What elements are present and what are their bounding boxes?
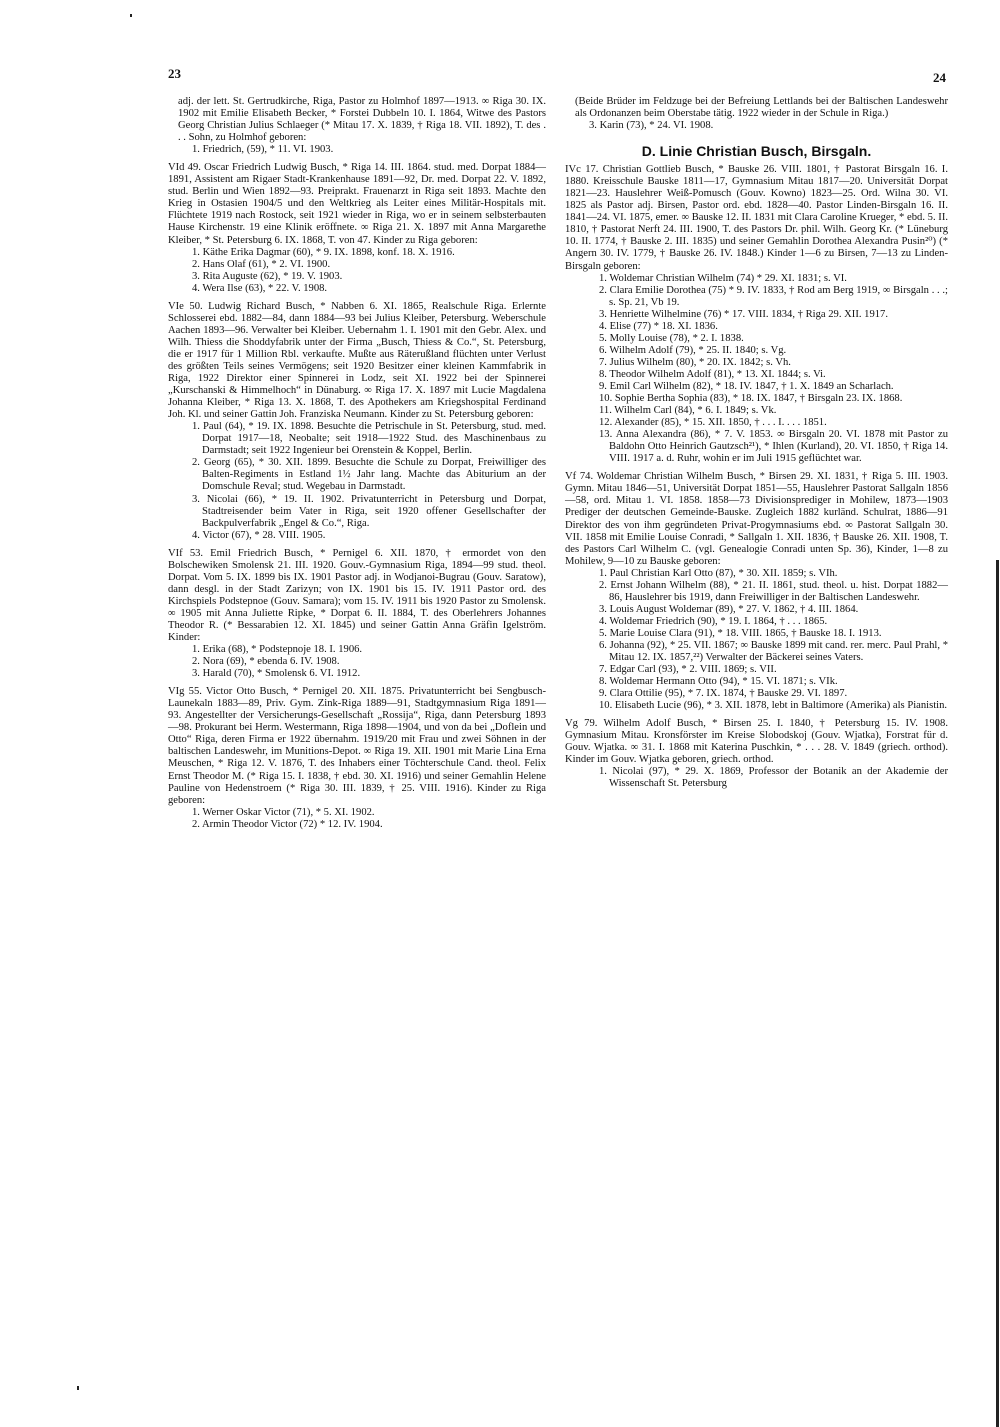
child-entry: 10. Sophie Bertha Sophia (83), * 18. IX. 1847, † Birsgaln 23. IX. 1868.: [599, 393, 903, 405]
child-entry: 3. Harald (70), * Smolensk 6. VI. 1912.: [192, 668, 361, 680]
child-entry: 1. Werner Oskar Victor (71), * 5. XI. 1902.: [192, 806, 375, 818]
child-entry: 4. Woldemar Friedrich (90), * 19. I. 1864, † . . . 1865.: [599, 615, 828, 627]
genealogy-entry: Vg 79. Wilhelm Adolf Busch, * Birsen 25. I. 1840, † Petersburg 15. IV. 1908. Gymnasium Mitau. Kronsförster im Kreise Slobodskoj (Gouv. Wjatka), Forstrat für d. Gouv. Wjatka. ∞ 31. I. 1868 mit Katerina Puschkin, * . . . 28. V. 1849 (griech. orthod). Kinder im Gouv. Wjatka geboren, griech. orthod.: [565, 718, 948, 766]
child-entry: 3. Louis August Woldemar (89), * 27. V. 1862, † 4. III. 1864.: [599, 603, 859, 615]
child-entry: 6. Wilhelm Adolf (79), * 25. II. 1840; s. Vg.: [599, 344, 787, 356]
child-entry: 2. Nora (69), * ebenda 6. IV. 1908.: [192, 656, 340, 668]
child-entry: 7. Julius Wilhelm (80), * 20. IX. 1842; s. Vh.: [599, 356, 791, 368]
child-entry: 1. Friedrich, (59), * 11. VI. 1903.: [192, 144, 334, 156]
child-entry: 1. Nicolai (97), * 29. X. 1869, Professor der Botanik an der Akademie der Wissenschaft St. Petersburg: [599, 766, 948, 790]
scan-speck: [77, 1386, 79, 1390]
child-entry: 13. Anna Alexandra (86), * 7. V. 1853. ∞ Birsgaln 20. VI. 1878 mit Pastor zu Baldohn Otto Heinrich Gautzsch²¹), * Ihlen (Kurland), 20. VI. 1850, † Riga 14. VIII. 1917 a. d. Ruhr, wohin er im Juli 1915 geflüchtet war.: [599, 429, 948, 465]
child-entry: 2. Hans Olaf (61), * 2. VI. 1900.: [192, 258, 331, 270]
genealogy-entry: VIg 55. Victor Otto Busch, * Pernigel 20. XII. 1875. Privatunterricht bei Sengbusch-Launekaln 1883—89, Priv. Gym. Zink-Riga 1889—91, Stadtgymnasium Riga 1891—93. Angestellter der Versicherungs-Gesellschaft „Rossija“, Riga, dann Petersburg 1893—98. Prokurant bei Herm. Westermann, Riga 1898—1904, und von da bei „Doflein und Otto“ Riga, deren Firma er 1922 übernahm. 1919/20 mit Frau und zwei Söhnen in der baltischen Landeswehr, im Munitions-Depot. ∞ Riga 19. XII. 1901 mit Marie Lina Erna Meuschen, * Riga 12. V. 1876, T. des Inhabers einer Töchterschule Cand. theol. Felix Ernst Theodor M. (* Riga 15. I. 1838, † ebd. 30. XI. 1916) und seiner Gemahlin Helene Pauline von Hedenstroem (* Riga 30. III. 1839, † 25. VIII. 1916). Kinder zu Riga geboren:: [168, 686, 546, 806]
child-entry: 1. Erika (68), * Podstepnoje 18. I. 1906.: [192, 644, 363, 656]
child-entry: 3. Karin (73), * 24. VI. 1908.: [589, 120, 714, 132]
child-entry: 8. Woldemar Hermann Otto (94), * 15. VI. 1871; s. VIk.: [599, 676, 838, 688]
child-entry: 3. Henriette Wilhelmine (76) * 17. VIII. 1834, † Riga 29. XII. 1917.: [599, 308, 888, 320]
child-entry: 3. Nicolai (66), * 19. II. 1902. Privatunterricht in Petersburg und Dorpat, Stadtreisender beim Vater in Riga, seit 1920 offener Gesellschafter der Backpulverfabrik „Engel & Co.“, Riga.: [192, 493, 546, 529]
left-column: [168, 96, 546, 831]
scan-speck: [130, 14, 132, 17]
child-entry: 1. Woldemar Christian Wilhelm (74) * 29. XI. 1831; s. VI.: [599, 272, 847, 284]
child-entry: 11. Wilhelm Carl (84), * 6. I. 1849; s. Vk.: [599, 405, 777, 417]
child-entry: 1. Paul (64), * 19. IX. 1898. Besuchte die Petrischule in St. Petersburg, stud. med. Dorpat 1917—18, Neobalte; seit 1918—1922 Stud. des Maschinenbaus zu Darmstadt; seit 1922 Ingenieur bei Orenstein & Koppel, Berlin.: [192, 421, 546, 457]
child-entry: 4. Wera Ilse (63), * 22. V. 1908.: [192, 282, 328, 294]
right-column: [565, 96, 948, 791]
child-entry: 2. Armin Theodor Victor (72) * 12. IV. 1904.: [192, 818, 383, 830]
child-entry: 3. Rita Auguste (62), * 19. V. 1903.: [192, 270, 343, 282]
entry-continuation: adj. der lett. St. Gertrudkirche, Riga, Pastor zu Holmhof 1897—1913. ∞ Riga 30. IX. 1902 mit Emilie Elisabeth Becker, * Forstei Dubbeln 10. I. 1864, Witwe des Pastors Georg Christian Julius Schlaeger (* Mitau 17. X. 1839, † Riga 18. VII. 1892), T. des . . . Sohn, zu Holmhof geboren:: [178, 96, 546, 144]
child-entry: 8. Theodor Wilhelm Adolf (81), * 13. XI. 1844; s. Vi.: [599, 368, 826, 380]
child-entry: 9. Clara Ottilie (95), * 7. IX. 1874, † Bauske 29. VI. 1897.: [599, 688, 848, 700]
child-entry: 5. Marie Louise Clara (91), * 18. VIII. 1865, † Bauske 18. I. 1913.: [599, 627, 882, 639]
child-entry: 4. Elise (77) * 18. XI. 1836.: [599, 320, 718, 332]
child-entry: 5. Molly Louise (78), * 2. I. 1838.: [599, 332, 744, 344]
genealogy-entry: Vf 74. Woldemar Christian Wilhelm Busch, * Birsen 29. XI. 1831, † Riga 5. III. 1903. Gymn. Mitau 1846—51, Universität Dorpat 1851—55, Hauslehrer Pastorat Sallgaln 1856—58, ord. Mitau 1. VI. 1858. 1858—73 Divisionsprediger in Mohilew, 1873—1903 Prediger der deutschen Gemeinde-Bauske. Zugleich 1882 kurländ. Schulrat, 1886—91 Direktor des von ihm gegründeten Privat-Progymnasiums ebd. ∞ Pastorat Sallgaln 30. VII. 1858 mit Emilie Louise Conradi, * Sallgaln 1. XII. 1836, † Bauske 26. XII. 1908, T. des Pastors Carl Wilhelm C. (vgl. Genealogie Conradi unten Sp. 36), Kinder, 1—8 zu Mohilew, 9—10 zu Bauske geboren:: [565, 471, 948, 567]
child-entry: 9. Emil Carl Wilhelm (82), * 18. IV. 1847, † 1. X. 1849 an Scharlach.: [599, 380, 894, 392]
genealogy-entry: VIe 50. Ludwig Richard Busch, * Nabben 6. XI. 1865, Realschule Riga. Erlernte Schlosserei ebd. 1882—84, dann 1884—93 bei Julius Kleiber, Petersburg. Weberschule Aachen 1893—96. Verwalter bei Kleiber. Uebernahm 1. I. 1901 mit den Gebr. Alex. und Wilh. Thiess die Shoddyfabrik unter der Firma „Busch, Thiess & Co.“, St. Petersburg, die er 1917 für 1 Million Rbl. verkaufte. Mußte aus Räterußland flüchten unter Verlust des größten Teils seines Vermögens; seit 1920 Besitzer einer kleinen Kammfabrik in Riga, 1922 Direktor einer Spinnerei in Lodz, seit XI. 1922 bei der Spinnerei „Kurschanski & Himmelhoch“ in Dünaburg. ∞ Riga 17. X. 1897 mit Lucie Magdalena Johanna Kleiber, * Riga 13. X. 1868, T. des Apothekers am Kriegshospital Ferdinand Joh. Kl. und seiner Gattin Joh. Franziska Neumann. Kinder zu St. Petersburg geboren:: [168, 300, 546, 421]
right-column-continuation: [565, 96, 948, 132]
child-entry: 1. Käthe Erika Dagmar (60), * 9. IX. 1898, konf. 18. X. 1916.: [192, 246, 455, 258]
section-heading: D. Linie Christian Busch, Birsgaln.: [641, 143, 872, 160]
child-entry: 7. Edgar Carl (93), * 2. VIII. 1869; s. VII.: [599, 664, 777, 676]
child-entry: 4. Victor (67), * 28. VIII. 1905.: [192, 529, 326, 541]
page-number-right: 24: [933, 70, 946, 85]
child-entry: 10. Elisabeth Lucie (96), * 3. XII. 1878, lebt in Baltimore (Amerika) als Pianistin.: [599, 700, 948, 712]
child-entry: 6. Johanna (92), * 25. VII. 1867; ∞ Bauske 1899 mit cand. rer. merc. Paul Prahl, * Mitau 12. IX. 1857,²²) Verwalter der Bäckerei seines Vaters.: [599, 639, 948, 664]
genealogy-entry: VId 49. Oscar Friedrich Ludwig Busch, * Riga 14. III. 1864. stud. med. Dorpat 1884—1891, Assistent am Rigaer Stadt-Krankenhause 1891—92, Dr. med. Dorpat 22. V. 1892, stud. Berlin und Wien 1892—93. Preiprakt. Frauenarzt in Riga seit 1893. Machte den Krieg in Ostasien 1904/5 und den Weltkrieg als Leiter eines Militär-Hospitals mit. Flüchtete 1919 nach Rostock, seit 1921 wieder in Riga, wo er in seinem selbsterbauten Hause Kirchenstr. 19 eine Klinik eröffnete. ∞ Riga 21. X. 1897 mit Anna Margarethe Kleiber, * St. Petersburg 6. IX. 1868, T. von 47. Kinder zu Riga geboren:: [168, 162, 546, 246]
genealogy-entry: IVc 17. Christian Gottlieb Busch, * Bauske 26. VIII. 1801, † Pastorat Birsgaln 16. I. 1880. Kreisschule Bauske 1811—17, Gymnasium Mitau 1817—20. Universität Dorpat 1821—23. Hauslehrer Weiß-Pomusch (Gouv. Kowno) 1823—25. Ord. Wilna 30. VI. 1825 als Pastor adj. Birsen, Pastor ord. ebd. 1828—40. Pastor Linden-Birsgaln 16. II. 1841—24. VI. 1875, emer. ∞ Bauske 12. II. 1831 mit Clara Caroline Krueger, * ebd. 5. II. 1810, † Pastorat Nerft 24. III. 1900, T. des Pastors Dr. phil. Wilh. Georg Kr. (* Lüneburg 10. II. 1774, † Bauske 2. III. 1835) und seiner Gemahlin Dorothea Alexandra Pusin²⁰) (* Angern 30. IV. 1779, † Bauske 26. IV. 1848.) Kinder 1—6 zu Birsen, 7—13 zu Linden-Birsgaln geboren:: [565, 164, 948, 272]
child-entry: 2. Ernst Johann Wilhelm (88), * 21. II. 1861, stud. theol. u. hist. Dorpat 1882—86, Hauslehrer bis 1919, dann Freiwilliger in der Baltischen Landeswehr.: [599, 579, 948, 603]
page-number-left: 23: [168, 66, 181, 81]
child-entry: 1. Paul Christian Karl Otto (87), * 30. XII. 1859; s. VIh.: [599, 567, 838, 579]
page-edge-line: [996, 560, 999, 1427]
child-entry: 2. Clara Emilie Dorothea (75) * 9. IV. 1833, † Rod am Berg 1919, ∞ Birsgaln . . .; s. Sp. 21, Vb 19.: [599, 284, 948, 308]
right-column-entries: [565, 164, 948, 790]
entry-continuation: (Beide Brüder im Feldzuge bei der Befreiung Lettlands bei der Baltischen Landeswehr als Ordonanzen beim Oberstabe tätig. 1922 wieder in der Schule in Riga.): [575, 96, 948, 120]
genealogy-entry: VIf 53. Emil Friedrich Busch, * Pernigel 6. XII. 1870, † ermordet von den Bolschewiken Smolensk 21. III. 1920. Gouv.-Gymnasium Riga, 1894—99 stud. theol. Dorpat. Vom 5. IX. 1899 bis IX. 1901 Pastor adj. in Wodjanoi-Bugrau (Gouv. Saratow), dann desgl. in der Stadt Zarizyn; von IX. 1901 bis 15. IV. 1911 Pastor ord. des Kirchspiels Podstepnoe (Gouv. Samara); vom 15. IV. 1911 bis 1920 Pastor zu Smolensk. ∞ 1905 mit Anna Juliette Ripke, * Dorpat 6. II. 1884, T. des Oberlehrers Johannes Theodor R. (* Bessarabien 12. XI. 1845) und seiner Gattin Anna Gräfin Igelström. Kinder:: [168, 547, 546, 644]
child-entry: 12. Alexander (85), * 15. XII. 1850, † . . . I. . . . 1851.: [599, 417, 827, 429]
child-entry: 2. Georg (65), * 30. XII. 1899. Besuchte die Schule zu Dorpat, Freiwilliger des Balten-Regiments in Estland 1½ Jahr lang. Machte das Abiturium an der Domschule Reval; stud. Wegebau in Darmstadt.: [192, 457, 546, 493]
